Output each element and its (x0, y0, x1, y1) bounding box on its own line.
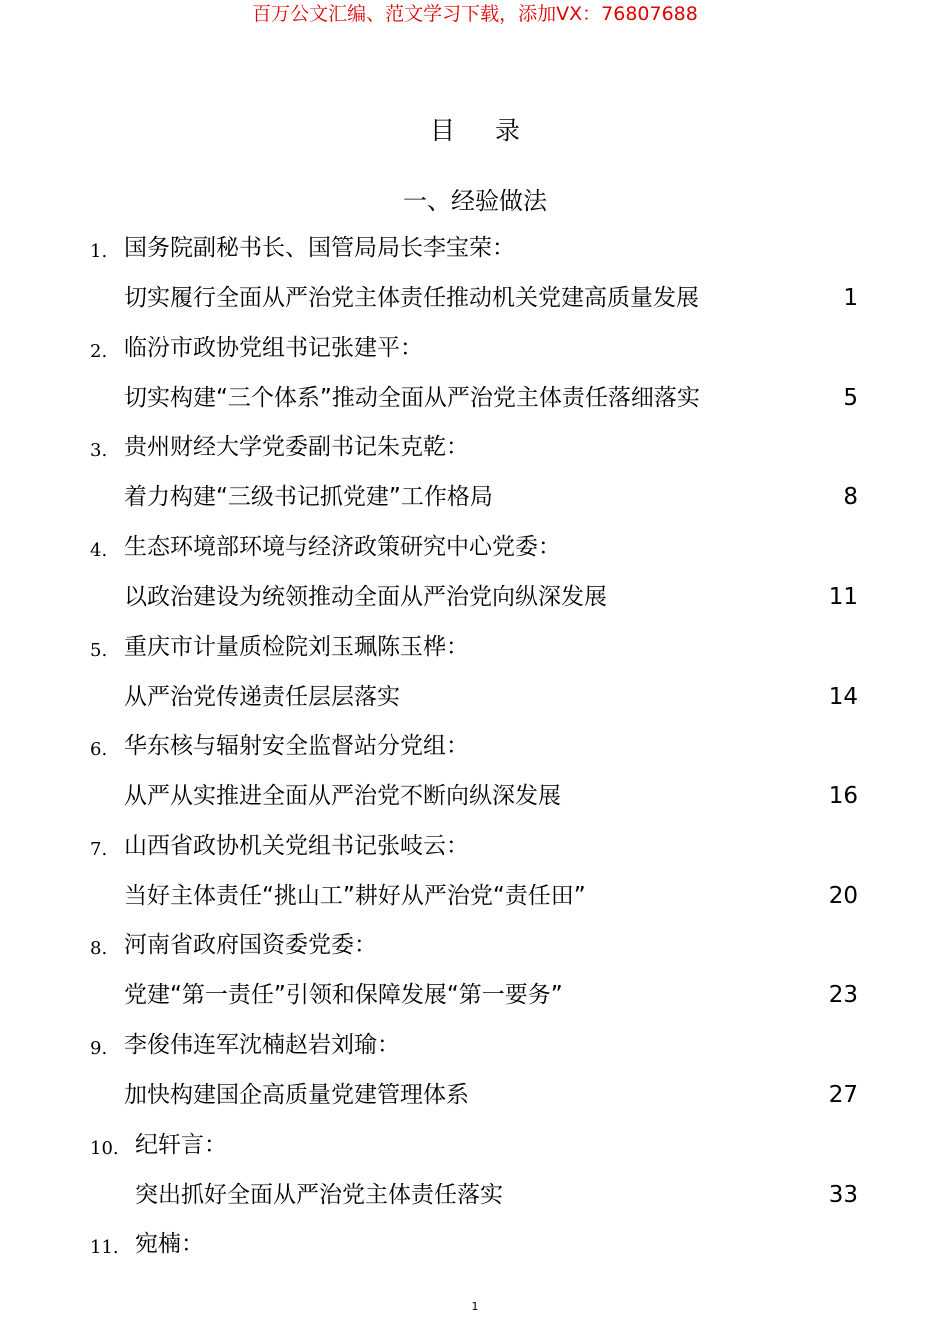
entry-number: 3. (90, 440, 108, 461)
section-heading: 一、经验做法 (403, 187, 547, 215)
entry-author: 河南省政府国资委党委： (124, 932, 377, 958)
entry-page-number: 27 (828, 1082, 858, 1108)
entry-number: 10. (90, 1138, 119, 1159)
entry-author: 重庆市计量质检院刘玉珮陈玉桦： (124, 634, 469, 660)
entry-title: 突出抓好全面从严治党主体责任落实 (135, 1182, 503, 1208)
entry-number: 2. (90, 341, 108, 362)
entry-title: 从严从实推进全面从严治党不断向纵深发展 (124, 783, 561, 809)
entry-number: 1. (90, 241, 108, 262)
entry-page-number: 8 (843, 484, 858, 510)
entry-number: 8. (90, 938, 108, 959)
entry-title: 以政治建设为统领推动全面从严治党向纵深发展 (124, 584, 607, 610)
toc-title (0, 114, 950, 148)
entry-author: 临汾市政协党组书记张建平： (124, 335, 423, 361)
entry-title: 当好主体责任“挑山工”耕好从严治党“责任田” (124, 883, 586, 909)
entry-author: 生态环境部环境与经济政策研究中心党委： (124, 534, 561, 560)
entry-title: 切实履行全面从严治党主体责任推动机关党建高质量发展 (124, 285, 699, 311)
entry-page-number: 11 (828, 584, 858, 610)
entry-author: 山西省政协机关党组书记张岐云： (124, 833, 469, 859)
entry-number: 7. (90, 839, 108, 860)
entry-author: 华东核与辐射安全监督站分党组： (124, 733, 469, 759)
entry-title: 加快构建国企高质量党建管理体系 (124, 1082, 469, 1108)
entry-number: 4. (90, 540, 108, 561)
entry-page-number: 5 (843, 385, 858, 411)
toc-title-char-1: 目 (429, 116, 455, 145)
entry-number: 6. (90, 739, 108, 760)
entry-page-number: 33 (828, 1182, 858, 1208)
entry-page-number: 20 (828, 883, 858, 909)
entry-page-number: 1 (843, 285, 858, 311)
toc-title-char-2: 录 (495, 116, 521, 145)
entry-number: 9. (90, 1038, 108, 1059)
entry-number: 11. (90, 1237, 119, 1258)
entry-author: 纪轩言： (135, 1132, 227, 1158)
entry-title: 切实构建“三个体系”推动全面从严治党主体责任落细落实 (124, 385, 700, 411)
entry-number: 5. (90, 640, 108, 661)
header-banner: 百万公文汇编、范文学习下载，添加VX：76807688 (252, 3, 698, 25)
footer-page-number: 1 (471, 1300, 479, 1313)
entry-author: 贵州财经大学党委副书记朱克乾： (124, 434, 469, 460)
entry-page-number: 16 (828, 783, 858, 809)
entry-title: 党建“第一责任”引领和保障发展“第一要务” (124, 982, 563, 1008)
entry-title: 着力构建“三级书记抓党建”工作格局 (124, 484, 493, 510)
entry-author: 宛楠： (135, 1231, 204, 1257)
entry-page-number: 14 (828, 684, 858, 710)
entry-author: 国务院副秘书长、国管局局长李宝荣： (124, 235, 515, 261)
entry-author: 李俊伟连军沈楠赵岩刘瑜： (124, 1032, 400, 1058)
entry-page-number: 23 (828, 982, 858, 1008)
entry-title: 从严治党传递责任层层落实 (124, 684, 400, 710)
